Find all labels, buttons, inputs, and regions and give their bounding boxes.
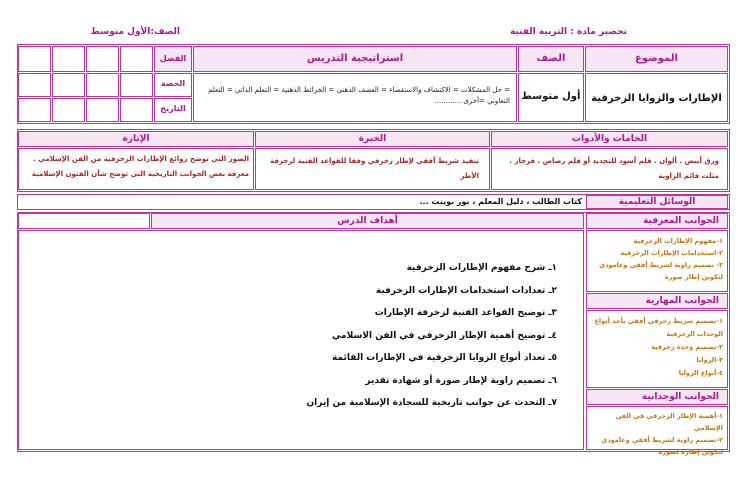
topic-value: الإطارات والزوايا الزخرفية	[585, 73, 728, 122]
tools-cell	[491, 148, 728, 190]
header-left-title: الصف:الأول متوسط	[90, 27, 180, 37]
skill-cell	[586, 310, 728, 388]
skill-list	[587, 311, 727, 380]
date-cell	[120, 73, 153, 97]
skill-item: ١-تصميم شريط زخرفي أفقي بأحد أنواع الوحدات الزخرفية	[594, 317, 723, 338]
date-cell	[86, 73, 119, 97]
motivation-header: الإثارة	[18, 131, 254, 147]
cognitive-item: ٣- تصميم زاوية لشريط أفقي وعامودي لتكوين إطار صورة	[599, 261, 723, 281]
class-row-label: الفصل	[154, 46, 192, 72]
cognitive-list	[587, 231, 727, 283]
skill-item: ٢-تصميم وحدة زخرفية	[651, 343, 723, 351]
strategy-cell	[193, 73, 517, 122]
experience-value: تنفيذ شريط أفقي لإطار زخرفي وفقا للقواعد الفنية لزخرفة الأطر	[270, 157, 479, 180]
date-cell	[52, 73, 85, 97]
date-cell	[18, 46, 51, 72]
tools-value: ورق أبيض . ألوان . قلم أسود للتحديد أو قلم رصاص . فرجار . مثلث قائم الزاوية	[509, 157, 719, 180]
date-cell	[120, 98, 153, 122]
period-label: الحصة	[154, 73, 192, 97]
objective-item: ٣ـ توضيح القواعد الفنية لزخرفة الإطارات	[374, 308, 557, 318]
objective-item: ١ـ شرح مفهوم الإطارات الزخرفية	[406, 263, 557, 273]
date-cell	[86, 98, 119, 122]
date-cell	[18, 73, 51, 97]
skill-item: ٤-أنواع الزوايا	[678, 369, 723, 377]
objective-item: ٢ـ تعدادات استخدامات الإطارات الزخرفية	[375, 285, 557, 296]
date-cell	[52, 98, 85, 122]
motivation-value-2: معرفة بعض الجوانب التاريخية التي توضح شأن الفنون الإسلامية	[31, 170, 249, 178]
objectives-list-cell	[18, 230, 584, 450]
cognitive-item: ٢-استخدامات الإطارات الزخرفية	[620, 249, 723, 257]
affective-cell	[586, 406, 728, 456]
aids-label: الوسائل التعليمية	[586, 195, 728, 209]
affective-list	[587, 407, 727, 458]
class-header: الصف	[518, 46, 584, 72]
objective-item: ٤ـ توضيح أهمية الإطار الزخرفي في الفن الاسلامي	[331, 330, 557, 341]
cognitive-header: الجوانب المعرفية	[586, 213, 728, 229]
skill-item: ٣-الزوايا	[696, 356, 723, 364]
strategy-header: استراتيجية التدريس	[193, 46, 517, 72]
date-cell	[52, 46, 85, 72]
objectives-empty-cell	[18, 213, 150, 229]
topic-header: الموضوع	[585, 46, 728, 72]
header-right-title: تحضير مادة : التربية الفنية	[509, 27, 627, 37]
objective-item: ٥ـ تعداد أنواع الزوايا الزخرفية في الإطارات القائمة	[331, 353, 557, 363]
affective-header: الجوانب الوجدانية	[586, 389, 728, 405]
class-value: أول متوسط	[518, 73, 584, 122]
skill-header: الجوانب المهارية	[586, 293, 728, 309]
date-label: التاريخ	[154, 98, 192, 122]
tools-header: الخامات والأدوات	[491, 131, 728, 147]
motivation-cell	[18, 148, 254, 190]
strategy-value: = حل المشكلات = الاكتشاف والاستقصاء = العصف الذهني = الخرائط الذهنية = التعلم الذاتي = التعلم التعاوني =أخرى ............	[208, 86, 510, 105]
objectives-list	[137, 263, 557, 421]
date-cell	[86, 46, 119, 72]
affective-item: ١-أهمية الإطار الزخرفي في الفن الإسلامي	[615, 412, 723, 432]
date-cell	[120, 46, 153, 72]
experience-header: الخبرة	[255, 131, 490, 147]
date-cell	[18, 98, 51, 122]
experience-cell	[255, 148, 490, 190]
objective-item: ٦ـ تصميم زاوية لإطار صورة أو شهادة تقدير	[365, 375, 557, 386]
objectives-header: أهداف الدرس	[151, 213, 584, 229]
affective-item: ٢-تصميم زاوية لشريط أفقي وعامودي لتكوين إطارة لصورة	[601, 436, 723, 456]
cognitive-item: ١-مفهوم الإطارات الزخرفية	[633, 237, 723, 245]
cognitive-cell	[586, 230, 728, 292]
aids-value: كتاب الطالب ، دليل المعلم ، بور بوينت ...	[419, 197, 582, 206]
motivation-value-1: الصور التي توضح روائع الإطارات الزخرفية من الفن الإسلامي .	[33, 155, 249, 163]
objective-item: ٧ـ التحدث عن جوانب تاريخية للسجادة الإسلامية من إيران	[306, 398, 557, 408]
